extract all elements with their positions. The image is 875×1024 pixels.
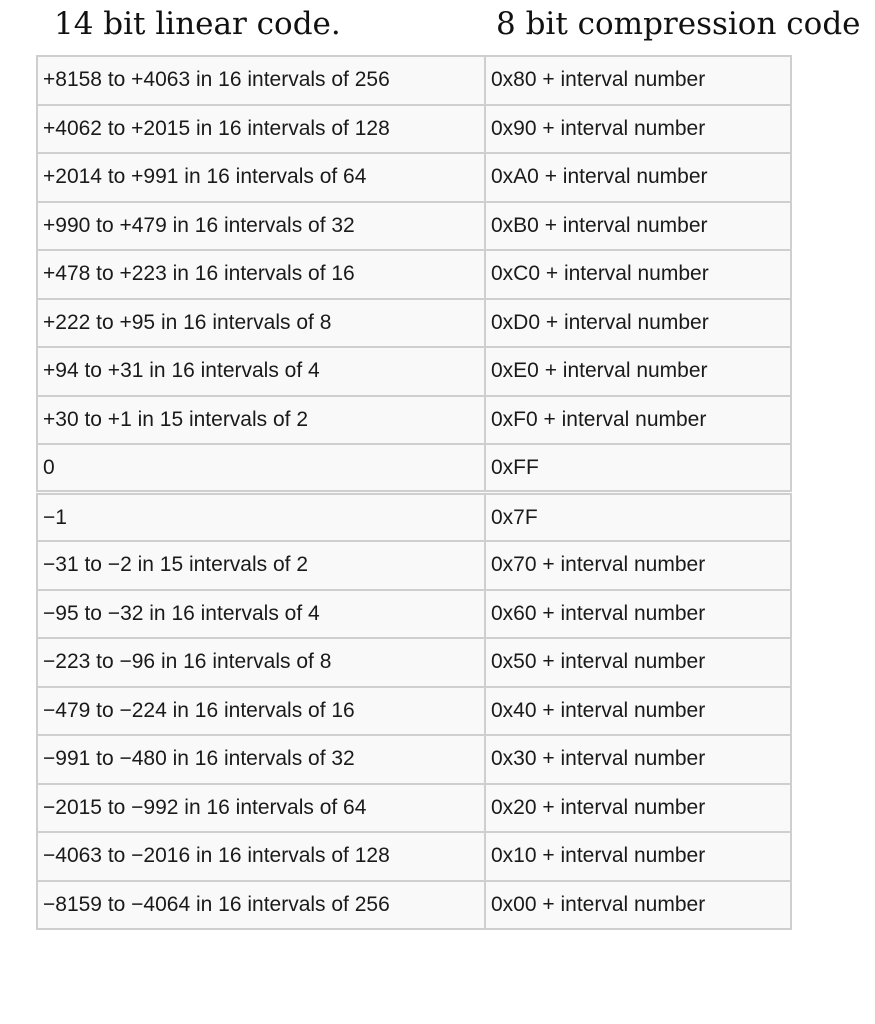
table-row xyxy=(37,541,791,590)
code-cell: 0x70 + interval number xyxy=(485,541,791,590)
table-row xyxy=(37,638,791,687)
range-cell: −8159 to −4064 in 16 intervals of 256 xyxy=(37,881,485,930)
range-cell: −95 to −32 in 16 intervals of 4 xyxy=(37,590,485,639)
table-row xyxy=(37,735,791,784)
code-cell: 0x40 + interval number xyxy=(485,687,791,736)
table-row xyxy=(37,832,791,881)
code-cell: 0xE0 + interval number xyxy=(485,347,791,396)
range-cell: −479 to −224 in 16 intervals of 16 xyxy=(37,687,485,736)
code-cell: 0x90 + interval number xyxy=(485,105,791,154)
code-cell: 0x60 + interval number xyxy=(485,590,791,639)
code-cell: 0x50 + interval number xyxy=(485,638,791,687)
linear-code-heading: 14 bit linear code. xyxy=(54,6,341,42)
code-cell: 0xFF xyxy=(485,444,791,493)
range-cell: −1 xyxy=(37,493,485,542)
code-cell: 0xF0 + interval number xyxy=(485,396,791,445)
table-row xyxy=(37,881,791,930)
compression-table xyxy=(36,55,792,930)
range-cell: +222 to +95 in 16 intervals of 8 xyxy=(37,299,485,348)
range-cell: +478 to +223 in 16 intervals of 16 xyxy=(37,250,485,299)
range-cell: 0 xyxy=(37,444,485,493)
range-cell: +4062 to +2015 in 16 intervals of 128 xyxy=(37,105,485,154)
table-row xyxy=(37,444,791,493)
code-cell: 0xA0 + interval number xyxy=(485,153,791,202)
code-cell: 0x20 + interval number xyxy=(485,784,791,833)
range-cell: −31 to −2 in 15 intervals of 2 xyxy=(37,541,485,590)
range-cell: −223 to −96 in 16 intervals of 8 xyxy=(37,638,485,687)
code-cell: 0xB0 + interval number xyxy=(485,202,791,251)
table-row xyxy=(37,153,791,202)
range-cell: +94 to +31 in 16 intervals of 4 xyxy=(37,347,485,396)
code-cell: 0x00 + interval number xyxy=(485,881,791,930)
code-cell: 0x30 + interval number xyxy=(485,735,791,784)
table-row xyxy=(37,105,791,154)
code-cell: 0x80 + interval number xyxy=(485,56,791,105)
range-cell: +2014 to +991 in 16 intervals of 64 xyxy=(37,153,485,202)
code-cell: 0x10 + interval number xyxy=(485,832,791,881)
table-row xyxy=(37,347,791,396)
compression-code-heading: 8 bit compression code xyxy=(496,6,861,42)
range-cell: +30 to +1 in 15 intervals of 2 xyxy=(37,396,485,445)
table-row xyxy=(37,250,791,299)
code-cell: 0xC0 + interval number xyxy=(485,250,791,299)
range-cell: −991 to −480 in 16 intervals of 32 xyxy=(37,735,485,784)
table-row xyxy=(37,784,791,833)
range-cell: −2015 to −992 in 16 intervals of 64 xyxy=(37,784,485,833)
table-row xyxy=(37,299,791,348)
table-row xyxy=(37,396,791,445)
table-row xyxy=(37,590,791,639)
table-row xyxy=(37,56,791,105)
table-row xyxy=(37,202,791,251)
table-row xyxy=(37,687,791,736)
range-cell: +990 to +479 in 16 intervals of 32 xyxy=(37,202,485,251)
range-cell: −4063 to −2016 in 16 intervals of 128 xyxy=(37,832,485,881)
table-row xyxy=(37,493,791,542)
code-cell: 0xD0 + interval number xyxy=(485,299,791,348)
code-cell: 0x7F xyxy=(485,493,791,542)
range-cell: +8158 to +4063 in 16 intervals of 256 xyxy=(37,56,485,105)
